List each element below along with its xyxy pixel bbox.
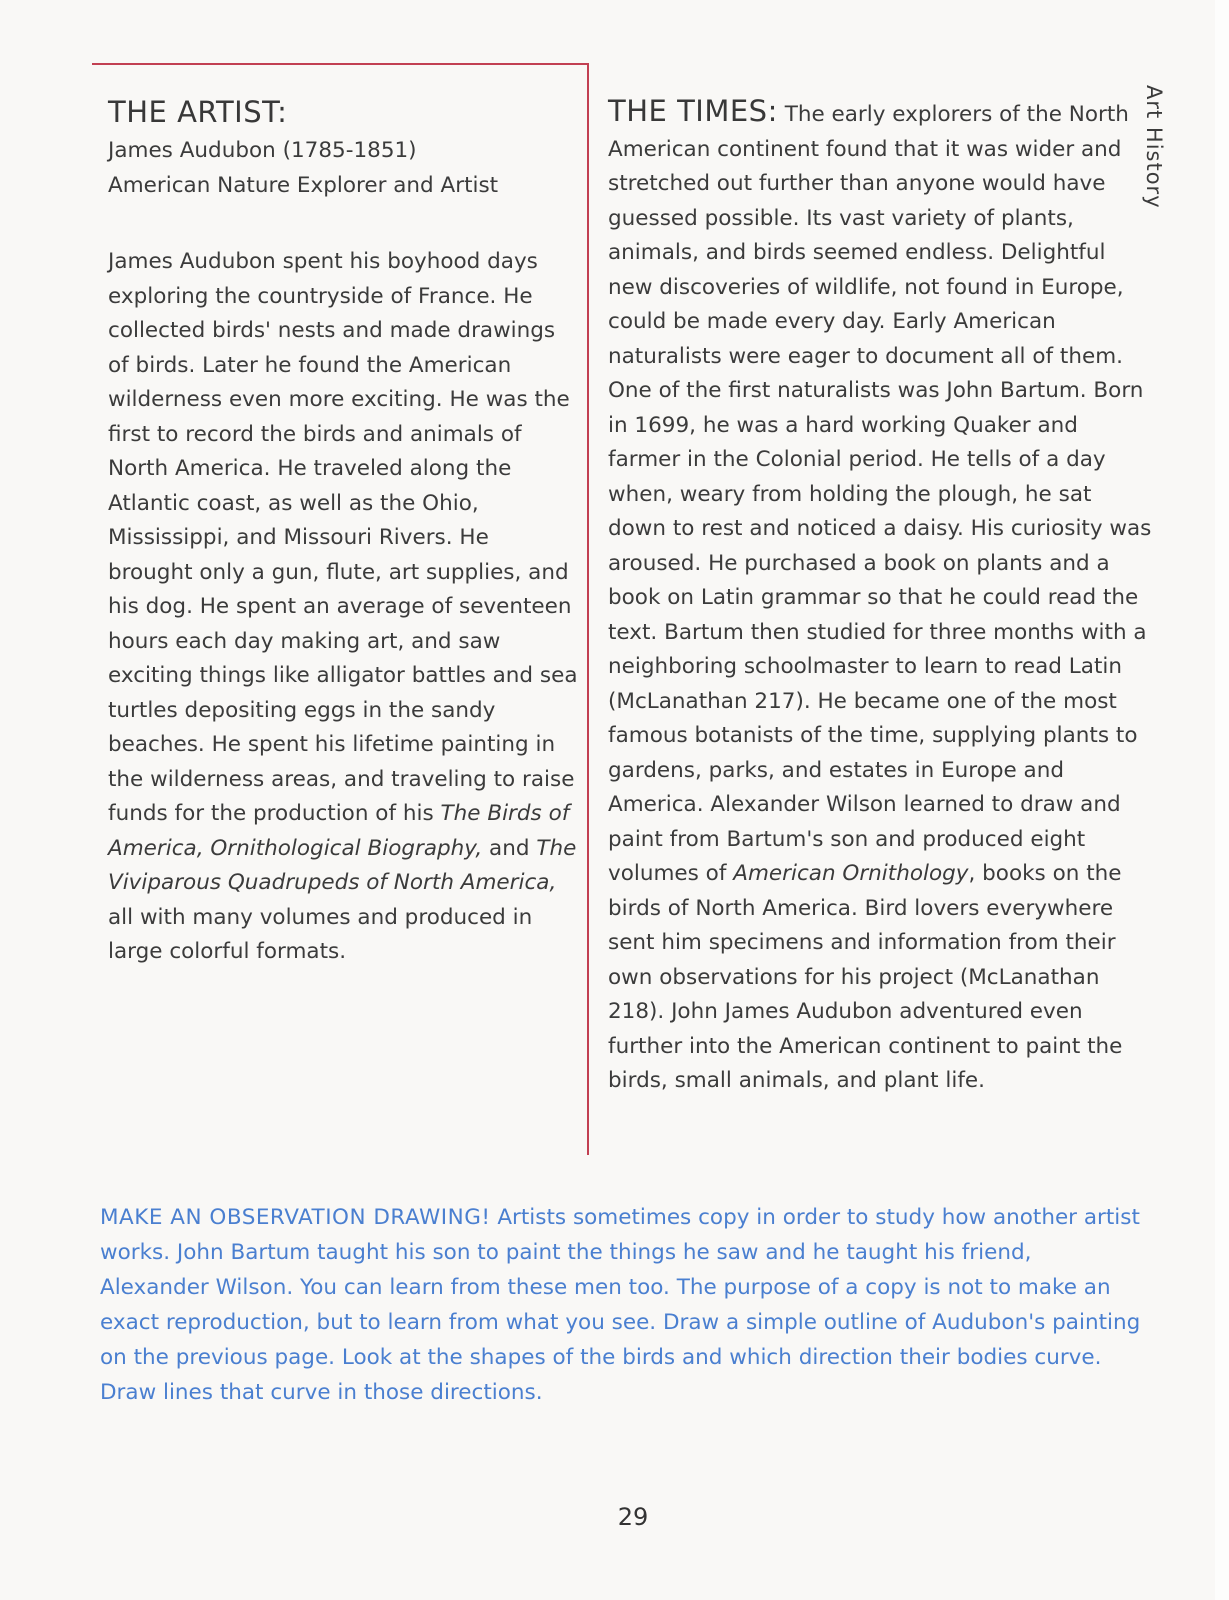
left-column <box>108 90 578 970</box>
activity-heading: MAKE AN OBSERVATION DRAWING! <box>100 1205 491 1230</box>
book-title: The Viviparous Quadrupeds of North America, <box>108 835 577 895</box>
text-segment: and <box>482 835 537 861</box>
page-edge-subject-label: Art History <box>1142 85 1166 209</box>
text-segment: all with many volumes and produced in large colorful formats. <box>108 904 533 964</box>
book-title: American Ornithology <box>733 861 969 886</box>
page-number: 29 <box>617 1503 649 1531</box>
artist-paragraph <box>108 245 578 970</box>
scan-edge-highlight <box>1215 0 1229 1600</box>
text-segment: , books on the birds of North America. Bird lovers everywhere sent him specimens and information from their own observations for his project (McLanathan 218). John James Audubon adventured even further into the American continent to paint the birds, small animals, and plant life. <box>608 861 1123 1093</box>
book-title: The Birds of America, Ornithological Biography, <box>108 801 570 861</box>
artist-section-heading: THE ARTIST: <box>108 95 288 129</box>
activity-paragraph <box>100 1200 1145 1410</box>
text-segment: Artists sometimes copy in order to study how another artist works. John Bartum taught his son to paint the things he saw and he taught his friend, Alexander Wilson. You can learn from these men too. The purpose of a copy is not to make an exact reproduction, but to learn from what you see. Draw a simple outline of Audubon's painting on the previous page. Look at the shapes of the birds and which direction their bodies curve. Draw lines that curve in those directions. <box>100 1205 1141 1405</box>
right-column <box>608 94 1153 1099</box>
artist-name-line: James Audubon (1785-1851) <box>108 138 417 163</box>
text-segment: The early explorers of the North American continent found that it was wider and stretched out further than anyone would have guessed possible. Its vast variety of plants, animals, and birds seemed endless. Delightful new discoveries of wildlife, not found in Europe, could be made every day. Early American naturalists were eager to document all of them. One of the first naturalists was John Bartum. Born in 1699, he was a hard working Quaker and farmer in the Colonial period. He tells of a day when, weary from holding the plough, he sat down to rest and noticed a daisy. His curiosity was aroused. He purchased a book on plants and a book on Latin grammar so that he could read the text. Bartum then studied for three months with a neighboring schoolmaster to learn to read Latin (McLanathan 217). He became one of the most famous botanists of the time, supplying plants to gardens, parks, and estates in Europe and America. Alexander Wilson learned to draw and paint from Bartum's son and produced eight volumes of <box>608 102 1152 886</box>
text-segment: James Audubon spent his boyhood days exploring the countryside of France. He collected birds' nests and made drawings of birds. Later he found the American wilderness even more exciting. He was the first to record the birds and animals of North America. He traveled along the Atlantic coast, as well as the Ohio, Mississippi, and Missouri Rivers. He brought only a gun, flute, art supplies, and his dog. He spent an average of seventeen hours each day making art, and saw exciting things like alligator battles and sea turtles depositing eggs in the sandy beaches. He spent his lifetime painting in the wilderness areas, and traveling to raise funds for the production of his <box>108 249 578 826</box>
times-paragraph <box>608 94 1153 1099</box>
artist-role-line: American Nature Explorer and Artist <box>108 172 499 198</box>
times-section-heading: THE TIMES: <box>608 94 778 128</box>
